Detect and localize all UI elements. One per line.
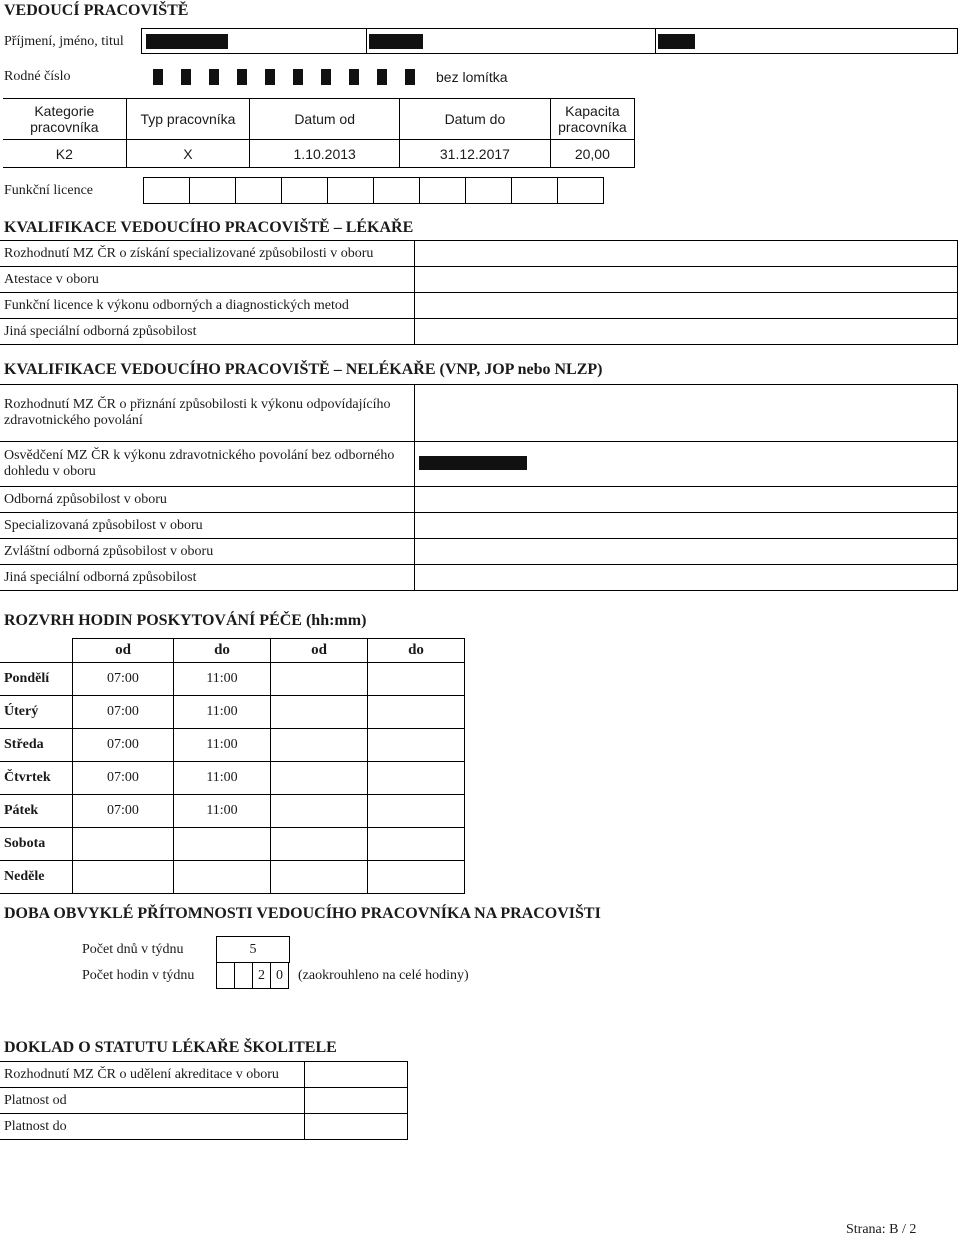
hours-digit[interactable]: 0 [270, 962, 289, 989]
days-value[interactable]: 5 [216, 936, 290, 963]
time-cell[interactable] [368, 828, 465, 861]
row-value[interactable] [415, 385, 958, 442]
birth-number-suffix: bez lomítka [436, 69, 508, 85]
time-cell[interactable] [368, 696, 465, 729]
time-cell[interactable] [271, 696, 368, 729]
time-cell[interactable] [271, 762, 368, 795]
day-label: Sobota [0, 828, 73, 861]
row-value[interactable] [415, 319, 958, 345]
time-cell[interactable]: 07:00 [73, 729, 174, 762]
hours-digit[interactable] [234, 962, 253, 989]
header-to-2: do [368, 639, 465, 663]
schedule-table [0, 638, 465, 894]
cell-date-to[interactable]: 31.12.2017 [400, 140, 551, 168]
trainer-table [0, 1061, 408, 1140]
time-cell[interactable]: 07:00 [73, 696, 174, 729]
section-title-doctor: KVALIFIKACE VEDOUCÍHO PRACOVIŠTĚ – LÉKAŘE [4, 219, 414, 236]
redaction-block [146, 34, 228, 49]
divider [366, 28, 367, 54]
day-label: Neděle [0, 861, 73, 894]
row-value[interactable] [415, 513, 958, 539]
time-cell[interactable] [174, 828, 271, 861]
redaction-block [658, 34, 695, 49]
header-from-2: od [271, 639, 368, 663]
header-from-1: od [73, 639, 174, 663]
row-value[interactable] [415, 293, 958, 319]
cell-type[interactable]: X [126, 140, 250, 168]
cell-category[interactable]: K2 [3, 140, 126, 168]
name-field[interactable] [141, 28, 958, 54]
row-value[interactable] [415, 442, 958, 487]
row-value[interactable] [415, 539, 958, 565]
time-cell[interactable]: 11:00 [174, 663, 271, 696]
time-cell[interactable] [271, 861, 368, 894]
hours-digit[interactable]: 2 [252, 962, 271, 989]
time-cell[interactable]: 11:00 [174, 762, 271, 795]
birth-number-label: Rodné číslo [4, 69, 71, 84]
license-boxes[interactable] [143, 177, 604, 204]
header-type: Typ pracovníka [126, 99, 250, 140]
header-date-to: Datum do [400, 99, 551, 140]
row-label: Jiná speciální odborná způsobilost [0, 319, 415, 345]
row-label: Jiná speciální odborná způsobilost [0, 565, 415, 591]
time-cell[interactable] [368, 762, 465, 795]
time-cell[interactable] [271, 729, 368, 762]
row-value[interactable] [415, 487, 958, 513]
time-cell[interactable] [368, 729, 465, 762]
time-cell[interactable] [271, 663, 368, 696]
day-label: Úterý [0, 696, 73, 729]
row-value[interactable] [305, 1088, 408, 1114]
row-label: Platnost do [0, 1114, 305, 1140]
redaction-block [369, 34, 423, 49]
header-date-from: Datum od [250, 99, 400, 140]
section-title-nondoctor: KVALIFIKACE VEDOUCÍHO PRACOVIŠTĚ – NELÉKAŘE (VNP, JOP nebo NLZP) [4, 361, 603, 378]
section-title-presence: DOBA OBVYKLÉ PŘÍTOMNOSTI VEDOUCÍHO PRACOVNÍKA NA PRACOVIŠTI [4, 905, 601, 922]
row-label: Funkční licence k výkonu odborných a diagnostických metod [0, 293, 415, 319]
days-label: Počet dnů v týdnu [82, 942, 184, 957]
day-label: Pátek [0, 795, 73, 828]
time-cell[interactable]: 11:00 [174, 696, 271, 729]
day-label: Středa [0, 729, 73, 762]
row-value[interactable] [415, 565, 958, 591]
row-value[interactable] [415, 241, 958, 267]
time-cell[interactable]: 07:00 [73, 663, 174, 696]
section-title-trainer: DOKLAD O STATUTU LÉKAŘE ŠKOLITELE [4, 1039, 337, 1056]
time-cell[interactable] [368, 795, 465, 828]
row-label: Osvědčení MZ ČR k výkonu zdravotnického povolání bez odborného dohledu v oboru [0, 442, 415, 487]
hours-digit[interactable] [216, 962, 235, 989]
time-cell[interactable]: 11:00 [174, 795, 271, 828]
row-label: Rozhodnutí MZ ČR o udělení akreditace v oboru [0, 1062, 305, 1088]
doctor-qualification-table [0, 240, 958, 345]
page-title: VEDOUCÍ PRACOVIŠTĚ [4, 2, 189, 19]
row-value[interactable] [305, 1062, 408, 1088]
time-cell[interactable] [73, 828, 174, 861]
cell-date-from[interactable]: 1.10.2013 [250, 140, 400, 168]
hours-note: (zaokrouhleno na celé hodiny) [298, 968, 469, 983]
row-label: Atestace v oboru [0, 267, 415, 293]
employment-table [3, 98, 635, 168]
day-label: Pondělí [0, 663, 73, 696]
nondoctor-qualification-table [0, 384, 958, 591]
row-label: Rozhodnutí MZ ČR o získání specializované způsobilosti v oboru [0, 241, 415, 267]
time-cell[interactable]: 07:00 [73, 795, 174, 828]
hours-value[interactable] [216, 962, 289, 989]
hours-label: Počet hodin v týdnu [82, 968, 195, 983]
redaction-block [419, 456, 527, 470]
time-cell[interactable] [73, 861, 174, 894]
time-cell[interactable] [271, 828, 368, 861]
time-cell[interactable]: 11:00 [174, 729, 271, 762]
cell-capacity[interactable]: 20,00 [550, 140, 634, 168]
header-to-1: do [174, 639, 271, 663]
time-cell[interactable] [368, 861, 465, 894]
row-label: Zvláštní odborná způsobilost v oboru [0, 539, 415, 565]
license-label: Funkční licence [4, 183, 94, 198]
header-capacity: Kapacita pracovníka [550, 99, 634, 140]
name-label: Příjmení, jméno, titul [4, 34, 124, 49]
time-cell[interactable] [368, 663, 465, 696]
row-value[interactable] [305, 1114, 408, 1140]
row-label: Rozhodnutí MZ ČR o přiznání způsobilosti k výkonu odpovídajícího zdravotnického povolání [0, 385, 415, 442]
row-label: Odborná způsobilost v oboru [0, 487, 415, 513]
time-cell[interactable] [271, 795, 368, 828]
section-title-schedule: ROZVRH HODIN POSKYTOVÁNÍ PÉČE (hh:mm) [4, 612, 367, 629]
row-label: Platnost od [0, 1088, 305, 1114]
page-number: Strana: B / 2 [846, 1222, 917, 1237]
divider [655, 28, 656, 54]
day-label: Čtvrtek [0, 762, 73, 795]
time-cell[interactable]: 07:00 [73, 762, 174, 795]
time-cell[interactable] [174, 861, 271, 894]
row-value[interactable] [415, 267, 958, 293]
header-category: Kategorie pracovníka [3, 99, 126, 140]
row-label: Specializovaná způsobilost v oboru [0, 513, 415, 539]
